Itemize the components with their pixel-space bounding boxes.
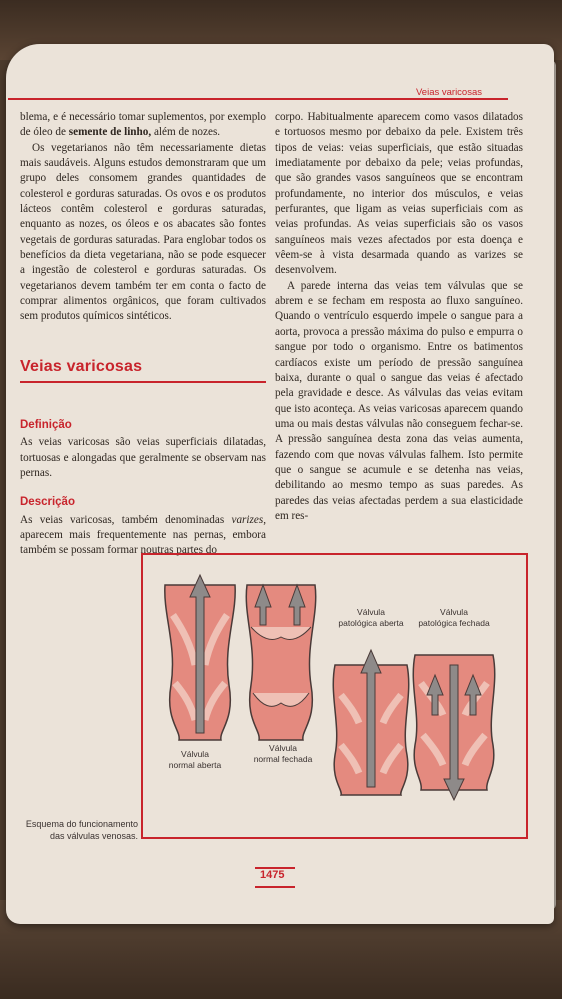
definition-heading: Definição xyxy=(20,419,72,431)
running-header: Veias varicosas xyxy=(416,87,483,98)
description-heading: Descrição xyxy=(20,496,75,509)
page-number: 1475 xyxy=(260,869,285,881)
valve-diagram xyxy=(143,555,526,837)
vein-normal-open xyxy=(165,575,235,740)
header-rule xyxy=(8,98,508,100)
label-path-open-line2: patológica aberta xyxy=(338,618,404,628)
paragraph-valves: A parede interna das veias tem válvulas que se abrem e se fecham em resposta ao fluxo sanguíneo. Quando o ventrículo esquerdo impele o sangue para a aorta, provoca a pressão máxima do pulso e empurra o sangue por todo o organismo. Entre os batimentos cardíacos existe um período de pressão sanguínea baixa, durante o qual o sangue das veias é afectado pela gravidade e desce. As válvulas das veias evitam que isto aconteça. As veias varicosas aparecem quando uma ou mais destas válvulas não conseguem fechar-se. A pressão sanguínea desta zona das veias aumenta, fazendo com que novas válvulas falhem. Isto permite que o sangue se acumule e se detenha nas veias, debilitando ao mesmo tempo as suas paredes. As paredes das veias afectadas perdem a sua elasticidade em res- xyxy=(275,279,523,522)
figure-caption: Esquema do funcionamento das válvulas venosas. xyxy=(25,819,138,841)
vein-normal-closed xyxy=(246,585,315,740)
label-normal-open-line1: Válvula xyxy=(181,749,209,759)
vein-pathological-open xyxy=(333,650,408,795)
paragraph-continuation: blema, e é necessário tomar suplementos, por exemplo de óleo de semente de linho, além de nozes. xyxy=(20,111,266,139)
description-text: As veias varicosas, também denominadas varizes, aparecem mais frequentemente nas pernas, embora também se possam formar noutras partes do xyxy=(20,513,266,557)
paragraph-vein-types: corpo. Habitualmente aparecem como vasos dilatados e tortuosos mesmo por debaixo da pele. Existem três tipos de veias: veias superficiais, que estão situadas imediatamente por debaixo da pele; veias profundas, que são grandes vasos sanguíneos que se encontram profundamente, no interior dos músculos, e veias perfurantes, que ligam as veias superficiais com as veias profundas. As veias superficiais são os vasos sanguíneos mais vezes afectados por esta doença e vêem-se à vista desarmada quando as varizes se desenvolvem. xyxy=(275,111,523,277)
right-column xyxy=(275,110,523,524)
page-number-rule-bottom xyxy=(255,886,295,888)
vein-pathological-closed xyxy=(413,655,494,800)
figure-frame xyxy=(141,553,528,839)
section-rule xyxy=(20,381,266,383)
left-column-bottom xyxy=(20,414,266,559)
label-path-closed-line1: Válvula xyxy=(440,607,468,617)
label-normal-closed-line2: normal fechada xyxy=(253,754,313,764)
paragraph-vegetarians: Os vegetarianos não têm necessariamente dietas mais saudáveis. Alguns estudos demonstraram que um grupo deles consomem grandes quantidades de colesterol e gorduras saturadas. Os ovos e os produtos lácteos contêm colesterol e gorduras saturadas, enquanto as nozes, os óleos e os abacates são fontes vegetais de gorduras saturadas. Para englobar todos os benefícios da dieta vegetariana, não se pode esquecer a ingestão de colesterol e gorduras saturadas. Os vegetarianos devem também ter em conta o facto de comprar alimentos orgânicos, que foram cultivados sem produtos químicos sintéticos. xyxy=(20,141,266,323)
label-normal-closed-line1: Válvula xyxy=(269,743,297,753)
left-column-top xyxy=(20,110,266,325)
label-path-closed-line2: patológica fechada xyxy=(418,618,490,628)
section-title: Veias varicosas xyxy=(20,358,143,375)
label-path-open-line1: Válvula xyxy=(357,607,385,617)
label-normal-open-line2: normal aberta xyxy=(168,760,222,770)
definition-text: As veias varicosas são veias superficiais dilatadas, tortuosas e alongadas que geralmente se observam nas pernas. xyxy=(20,436,266,480)
